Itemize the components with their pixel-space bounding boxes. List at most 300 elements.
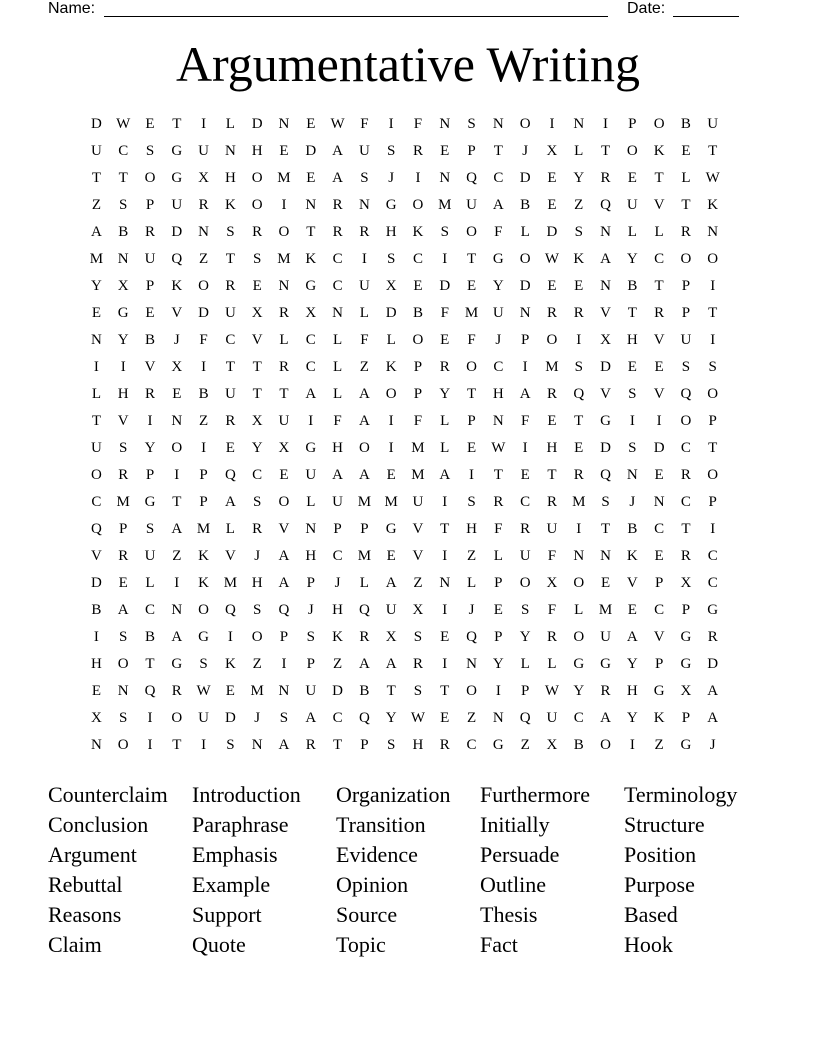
grid-letter: Q xyxy=(466,170,477,186)
grid-letter: G xyxy=(492,737,504,753)
grid-letter: N xyxy=(278,683,290,699)
grid-letter: Y xyxy=(626,710,638,726)
grid-letter: T xyxy=(574,413,584,429)
grid-letter: H xyxy=(251,575,263,591)
grid-letter: A xyxy=(707,710,719,726)
grid-letter: O xyxy=(117,737,129,753)
grid-letter: Q xyxy=(90,521,102,537)
grid-letter: H xyxy=(466,521,477,537)
grid-letter: T xyxy=(466,386,477,402)
grid-letter: Q xyxy=(171,251,183,267)
grid-letter: U xyxy=(198,143,209,159)
word-bank-item: Claim xyxy=(48,932,102,957)
grid-letter: A xyxy=(332,170,343,186)
grid-letter: I xyxy=(147,737,153,753)
grid-letter: E xyxy=(466,440,477,456)
grid-letter: S xyxy=(413,683,423,699)
grid-letter: L xyxy=(359,575,369,591)
grid-letter: B xyxy=(118,224,129,240)
grid-letter: A xyxy=(90,224,102,240)
grid-letter: D xyxy=(653,440,665,456)
grid-letter: K xyxy=(224,656,236,672)
grid-letter: C xyxy=(332,251,343,267)
grid-letter: C xyxy=(493,170,504,186)
grid-letter: D xyxy=(707,656,719,672)
grid-letter: G xyxy=(707,602,719,618)
grid-letter: Z xyxy=(199,413,209,429)
grid-letter: Y xyxy=(626,251,638,267)
grid-letter: E xyxy=(547,413,557,429)
grid-letter: R xyxy=(359,629,370,645)
grid-letter: E xyxy=(547,170,557,186)
grid-letter: X xyxy=(412,602,424,618)
grid-letter: N xyxy=(358,197,370,213)
grid-letter: E xyxy=(440,332,450,348)
grid-letter: O xyxy=(546,332,558,348)
grid-letter: R xyxy=(493,494,504,510)
grid-letter: O xyxy=(707,251,719,267)
grid-letter: D xyxy=(90,116,102,132)
grid-letter: H xyxy=(332,440,343,456)
grid-letter: M xyxy=(384,494,398,510)
grid-letter: Y xyxy=(117,332,129,348)
grid-letter: B xyxy=(91,602,102,618)
grid-letter: W xyxy=(116,116,131,132)
grid-letter: N xyxy=(600,224,611,240)
grid-letter: M xyxy=(411,440,425,456)
grid-letter: I xyxy=(281,197,287,213)
grid-letter: P xyxy=(279,629,289,645)
grid-letter: G xyxy=(600,656,611,672)
grid-letter: X xyxy=(251,305,263,321)
grid-letter: E xyxy=(386,548,396,564)
grid-letter: S xyxy=(306,629,315,645)
grid-letter: V xyxy=(653,332,665,348)
grid-letter: C xyxy=(225,332,236,348)
grid-letter: H xyxy=(90,656,102,672)
grid-letter: V xyxy=(251,332,263,348)
grid-letter: Z xyxy=(332,656,343,672)
name-label: Name: xyxy=(48,0,96,17)
grid-letter: N xyxy=(439,575,451,591)
grid-letter: E xyxy=(440,629,450,645)
grid-letter: Z xyxy=(199,251,209,267)
grid-letter: R xyxy=(600,170,611,186)
grid-letter: O xyxy=(573,629,585,645)
grid-letter: U xyxy=(626,197,638,213)
grid-letter: X xyxy=(385,278,397,294)
word-bank-item: Position xyxy=(624,842,697,867)
grid-letter: S xyxy=(119,629,128,645)
grid-letter: M xyxy=(116,494,130,510)
grid-letter: S xyxy=(226,224,235,240)
grid-letter: R xyxy=(118,548,129,564)
grid-letter: J xyxy=(307,602,314,618)
grid-letter: A xyxy=(278,548,290,564)
grid-letter: N xyxy=(439,116,451,132)
grid-letter: U xyxy=(546,710,558,726)
grid-letter: O xyxy=(519,575,531,591)
grid-letter: K xyxy=(198,575,209,591)
grid-letter: U xyxy=(305,683,317,699)
word-bank-item: Based xyxy=(624,902,678,927)
grid-letter: X xyxy=(680,683,692,699)
word-bank-item: Opinion xyxy=(336,872,409,897)
grid-letter: C xyxy=(707,548,718,564)
grid-letter: T xyxy=(708,440,718,456)
grid-letter: Y xyxy=(492,656,504,672)
grid-letter: T xyxy=(440,521,450,537)
grid-letter: E xyxy=(225,440,235,456)
grid-letter: V xyxy=(144,359,156,375)
grid-letter: T xyxy=(172,737,182,753)
grid-letter: O xyxy=(385,386,397,402)
grid-letter: P xyxy=(145,278,155,294)
grid-letter: R xyxy=(144,224,155,240)
grid-letter: A xyxy=(224,494,236,510)
grid-letter: I xyxy=(442,602,448,618)
grid-letter: A xyxy=(626,629,638,645)
grid-letter: R xyxy=(225,278,236,294)
grid-letter: Z xyxy=(654,737,664,753)
grid-letter: I xyxy=(522,359,528,375)
grid-letter: S xyxy=(253,602,262,618)
grid-letter: I xyxy=(656,413,662,429)
grid-letter: E xyxy=(252,278,262,294)
grid-letter: I xyxy=(603,116,609,132)
grid-letter: N xyxy=(305,521,317,537)
grid-letter: K xyxy=(626,548,638,564)
grid-letter: O xyxy=(707,386,719,402)
grid-letter: Y xyxy=(573,170,585,186)
grid-letter: Z xyxy=(413,575,423,591)
grid-letter: J xyxy=(388,170,395,186)
grid-letter: O xyxy=(519,251,531,267)
word-bank-item: Structure xyxy=(624,812,705,837)
grid-letter: U xyxy=(519,548,531,564)
grid-letter: E xyxy=(654,359,664,375)
grid-letter: K xyxy=(653,143,665,159)
grid-letter: T xyxy=(681,197,691,213)
word-bank-item: Introduction xyxy=(192,782,301,807)
grid-letter: M xyxy=(411,467,425,483)
grid-letter: N xyxy=(653,494,665,510)
grid-letter: Q xyxy=(358,710,370,726)
grid-letter: K xyxy=(412,224,424,240)
grid-letter: S xyxy=(253,494,262,510)
grid-letter: I xyxy=(308,413,314,429)
grid-letter: R xyxy=(252,224,263,240)
grid-letter: P xyxy=(708,413,717,429)
grid-letter: O xyxy=(198,278,209,294)
grid-letter: N xyxy=(492,710,504,726)
grid-letter: J xyxy=(522,143,529,159)
grid-letter: F xyxy=(467,332,476,348)
grid-letter: B xyxy=(198,386,209,402)
grid-letter: M xyxy=(464,305,479,321)
grid-letter: K xyxy=(653,710,665,726)
grid-letter: R xyxy=(680,467,691,483)
grid-letter: R xyxy=(680,224,691,240)
grid-letter: T xyxy=(708,305,718,321)
grid-letter: U xyxy=(358,143,370,159)
word-bank-item: Quote xyxy=(192,932,246,957)
grid-letter: N xyxy=(198,224,209,240)
word-bank-item: Example xyxy=(192,872,271,897)
grid-letter: S xyxy=(440,224,449,240)
grid-letter: R xyxy=(654,305,665,321)
grid-letter: A xyxy=(358,467,370,483)
worksheet-header xyxy=(48,0,748,20)
grid-letter: B xyxy=(627,278,638,294)
grid-letter: R xyxy=(225,413,236,429)
grid-letter: E xyxy=(306,116,316,132)
grid-letter: I xyxy=(522,440,528,456)
grid-letter: Z xyxy=(172,548,182,564)
grid-letter: E xyxy=(547,197,557,213)
grid-letter: R xyxy=(439,359,450,375)
grid-letter: C xyxy=(305,332,316,348)
grid-letter: I xyxy=(201,440,207,456)
grid-letter: N xyxy=(90,332,102,348)
grid-letter: M xyxy=(277,251,291,267)
grid-letter: O xyxy=(680,413,692,429)
grid-letter: T xyxy=(279,386,289,402)
grid-letter: C xyxy=(332,710,343,726)
grid-letter: X xyxy=(680,575,692,591)
grid-letter: F xyxy=(547,548,557,564)
grid-letter: U xyxy=(332,494,343,510)
grid-letter: R xyxy=(707,629,718,645)
grid-letter: C xyxy=(654,521,665,537)
grid-letter: N xyxy=(573,548,585,564)
grid-letter: E xyxy=(440,710,450,726)
grid-letter: P xyxy=(520,332,530,348)
grid-letter: L xyxy=(574,143,584,159)
grid-letter: J xyxy=(629,494,636,510)
grid-letter: G xyxy=(492,251,504,267)
grid-letter: O xyxy=(573,575,585,591)
grid-letter: D xyxy=(385,305,397,321)
grid-letter: Q xyxy=(278,602,290,618)
grid-letter: V xyxy=(278,521,290,537)
grid-letter: D xyxy=(305,143,317,159)
grid-letter: A xyxy=(385,575,397,591)
grid-letter: T xyxy=(440,683,450,699)
grid-letter: H xyxy=(332,602,343,618)
grid-letter: R xyxy=(573,467,584,483)
grid-letter: D xyxy=(224,710,236,726)
grid-letter: K xyxy=(573,251,585,267)
grid-letter: N xyxy=(224,143,236,159)
grid-letter: A xyxy=(332,143,343,159)
grid-letter: E xyxy=(627,602,637,618)
grid-letter: O xyxy=(519,116,531,132)
grid-letter: A xyxy=(519,386,531,402)
grid-letter: E xyxy=(279,143,289,159)
grid-letter: F xyxy=(413,116,423,132)
grid-letter: O xyxy=(171,710,183,726)
grid-letter: L xyxy=(145,575,155,591)
grid-letter: Q xyxy=(224,467,236,483)
grid-letter: L xyxy=(306,494,316,510)
word-bank-item: Transition xyxy=(336,812,426,837)
grid-letter: C xyxy=(493,359,504,375)
grid-letter: H xyxy=(385,224,397,240)
grid-letter: P xyxy=(306,575,315,591)
grid-letter: C xyxy=(305,359,316,375)
grid-letter: O xyxy=(466,683,477,699)
grid-letter: G xyxy=(385,197,397,213)
grid-letter: H xyxy=(224,170,236,186)
grid-letter: G xyxy=(573,656,585,672)
grid-letter: Y xyxy=(492,278,504,294)
grid-letter: P xyxy=(681,305,691,321)
grid-letter: I xyxy=(495,683,501,699)
grid-letter: O xyxy=(626,143,638,159)
grid-letter: S xyxy=(226,737,235,753)
grid-letter: X xyxy=(117,278,129,294)
grid-letter: I xyxy=(576,521,582,537)
grid-letter: E xyxy=(493,602,503,618)
word-bank-item: Organization xyxy=(336,782,451,807)
grid-letter: A xyxy=(171,521,183,537)
grid-letter: I xyxy=(469,467,475,483)
word-bank-item: Fact xyxy=(480,932,518,957)
grid-letter: L xyxy=(627,224,637,240)
grid-letter: E xyxy=(145,116,155,132)
grid-letter: P xyxy=(413,359,423,375)
grid-letter: H xyxy=(251,143,263,159)
grid-letter: Y xyxy=(144,440,156,456)
grid-letter: T xyxy=(386,683,396,699)
grid-letter: V xyxy=(171,305,183,321)
grid-letter: M xyxy=(598,602,613,618)
grid-letter: T xyxy=(306,224,316,240)
grid-letter: Q xyxy=(680,386,692,402)
grid-letter: N xyxy=(626,467,638,483)
grid-letter: Q xyxy=(600,467,611,483)
grid-letter: D xyxy=(90,575,102,591)
word-bank xyxy=(48,780,768,960)
grid-letter: P xyxy=(145,197,155,213)
grid-letter: T xyxy=(91,413,101,429)
grid-letter: J xyxy=(495,332,502,348)
grid-letter: R xyxy=(600,683,611,699)
grid-letter: P xyxy=(119,521,128,537)
grid-letter: X xyxy=(198,170,209,186)
grid-letter: P xyxy=(654,575,664,591)
grid-letter: T xyxy=(600,521,611,537)
grid-letter: L xyxy=(279,332,289,348)
grid-letter: S xyxy=(467,116,476,132)
grid-letter: P xyxy=(360,737,369,753)
grid-letter: N xyxy=(171,602,183,618)
grid-letter: F xyxy=(494,521,503,537)
grid-letter: O xyxy=(171,440,183,456)
grid-letter: A xyxy=(358,656,370,672)
grid-letter: F xyxy=(333,413,342,429)
grid-letter: D xyxy=(171,224,183,240)
grid-letter: V xyxy=(90,548,102,564)
grid-letter: I xyxy=(442,251,448,267)
word-bank-item: Support xyxy=(192,902,262,927)
grid-letter: R xyxy=(412,656,423,672)
grid-letter: L xyxy=(493,548,503,564)
grid-letter: T xyxy=(466,251,477,267)
grid-letter: S xyxy=(708,359,717,375)
grid-letter: T xyxy=(118,170,128,186)
grid-letter: W xyxy=(544,683,560,699)
grid-letter: D xyxy=(332,683,343,699)
grid-letter: M xyxy=(357,548,372,564)
grid-letter: R xyxy=(118,467,129,483)
grid-letter: L xyxy=(547,656,557,672)
grid-letter: R xyxy=(305,737,316,753)
grid-letter: N xyxy=(117,251,129,267)
grid-letter: O xyxy=(412,332,424,348)
grid-letter: F xyxy=(547,602,557,618)
grid-letter: U xyxy=(466,197,477,213)
grid-letter: K xyxy=(224,197,236,213)
grid-letter: W xyxy=(196,683,211,699)
grid-letter: V xyxy=(224,548,236,564)
grid-letter: D xyxy=(546,224,558,240)
grid-letter: G xyxy=(305,440,317,456)
grid-letter: U xyxy=(198,710,209,726)
grid-letter: U xyxy=(90,143,102,159)
grid-letter: U xyxy=(90,440,102,456)
grid-letter: M xyxy=(196,521,211,537)
date-blank-line xyxy=(673,16,739,17)
grid-letter: M xyxy=(277,170,291,186)
grid-letter: G xyxy=(171,656,183,672)
grid-letter: Z xyxy=(574,197,584,213)
grid-letter: H xyxy=(546,440,558,456)
grid-letter: K xyxy=(385,359,397,375)
grid-letter: H xyxy=(626,332,638,348)
grid-letter: P xyxy=(467,413,476,429)
grid-letter: S xyxy=(360,170,369,186)
grid-letter: M xyxy=(223,575,238,591)
grid-letter: O xyxy=(117,656,129,672)
grid-letter: S xyxy=(119,197,128,213)
grid-letter: R xyxy=(520,521,531,537)
grid-letter: L xyxy=(386,332,396,348)
grid-letter: Z xyxy=(252,656,262,672)
grid-letter: I xyxy=(710,521,716,537)
grid-letter: V xyxy=(653,197,665,213)
grid-letter: L xyxy=(332,359,343,375)
grid-letter: N xyxy=(466,656,477,672)
grid-letter: K xyxy=(171,278,183,294)
grid-letter: P xyxy=(520,683,530,699)
grid-letter: J xyxy=(334,575,341,591)
grid-letter: V xyxy=(600,305,611,321)
grid-letter: N xyxy=(519,305,531,321)
word-bank-item: Rebuttal xyxy=(48,872,123,897)
date-label: Date: xyxy=(627,0,666,17)
grid-letter: Q xyxy=(144,683,156,699)
grid-letter: S xyxy=(681,359,691,375)
grid-letter: F xyxy=(360,332,369,348)
grid-letter: I xyxy=(710,278,716,294)
grid-letter: E xyxy=(627,359,637,375)
grid-letter: O xyxy=(144,170,156,186)
grid-letter: S xyxy=(119,710,128,726)
grid-letter: S xyxy=(279,710,289,726)
grid-letter: P xyxy=(494,575,503,591)
